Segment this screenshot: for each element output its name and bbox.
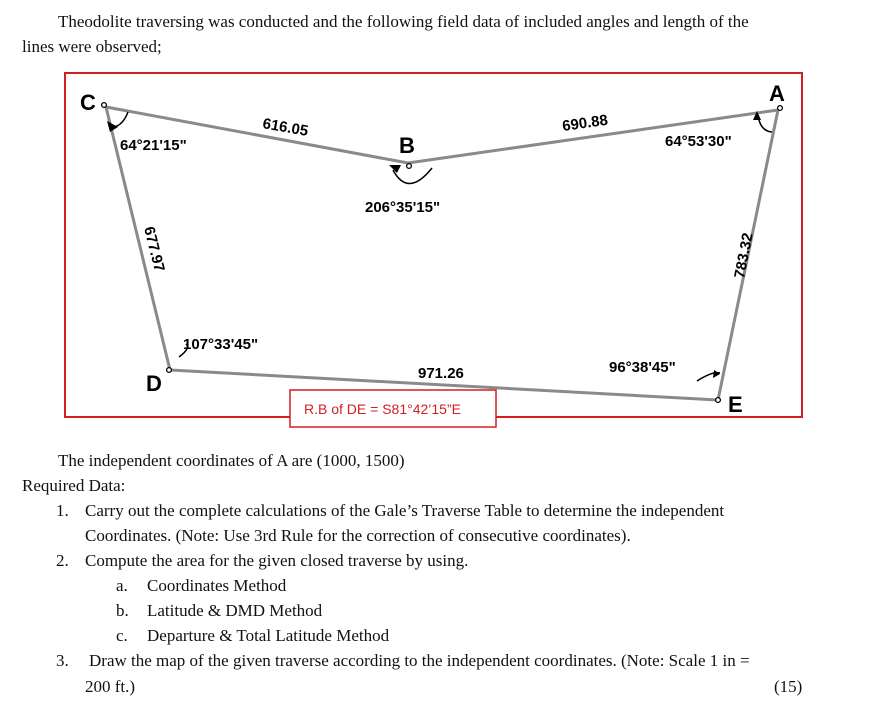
q2-line-1: Compute the area for the given closed traverse by using.	[85, 551, 469, 570]
required-heading: Required Data:	[22, 476, 126, 495]
station-a-point	[778, 106, 783, 111]
angle-c-label: 64°21'15"	[120, 137, 187, 154]
q2c-text: Departure & Total Latitude Method	[147, 626, 390, 645]
bearing-box-text: R.B of DE = S81°42’15”E	[304, 401, 461, 417]
angle-d-label: 107°33'45"	[183, 336, 259, 353]
arrow-head-b	[389, 165, 401, 173]
station-d-point	[167, 368, 172, 373]
q3-marks: (15)	[774, 677, 803, 696]
station-e-label: E	[728, 392, 743, 417]
station-c-point	[102, 103, 107, 108]
line-cb	[106, 107, 408, 163]
q1-number: 1.	[56, 501, 69, 520]
angle-a-label: 64°53'30"	[665, 133, 732, 150]
station-a-label: A	[769, 81, 785, 106]
station-c-label: C	[80, 90, 96, 115]
q2a-text: Coordinates Method	[147, 576, 287, 595]
angle-arc-b	[393, 168, 432, 184]
q2b-text: Latitude & DMD Method	[147, 601, 323, 620]
station-d-label: D	[146, 371, 162, 396]
q3-line-1: Draw the map of the given traverse according to the independent coordinates. (Note: Scale 1 in =	[89, 651, 750, 670]
angle-arc-c	[114, 112, 128, 127]
intro-line-2: lines were observed;	[22, 37, 162, 56]
arrow-head-e	[713, 370, 720, 378]
q2-number: 2.	[56, 551, 69, 570]
coords-note: The independent coordinates of A are (1000, 1500)	[58, 451, 405, 470]
q2c-letter: c.	[116, 626, 128, 645]
length-de-label: 971.26	[418, 365, 464, 382]
q1-line-2: Coordinates. (Note: Use 3rd Rule for the correction of consecutive coordinates).	[85, 526, 631, 545]
intro-line-1: Theodolite traversing was conducted and the following field data of included angles and length of the	[58, 12, 749, 31]
angle-e-label: 96°38'45"	[609, 359, 676, 376]
q1-line-1: Carry out the complete calculations of the Gale’s Traverse Table to determine the independent	[85, 501, 725, 520]
q3-number: 3.	[56, 651, 69, 670]
length-cd-label: 677.97	[140, 224, 168, 274]
station-b-label: B	[399, 133, 415, 158]
arrow-head-c	[107, 121, 118, 132]
q2a-letter: a.	[116, 576, 128, 595]
length-cb-label: 616.05	[261, 115, 310, 140]
q3-line-2: 200 ft.)	[85, 677, 136, 696]
q2b-letter: b.	[116, 601, 129, 620]
angle-b-label: 206°35'15"	[365, 199, 441, 216]
length-ba-label: 690.88	[561, 111, 610, 135]
angle-arc-a	[758, 115, 772, 132]
station-b-point	[407, 164, 412, 169]
station-e-point	[716, 398, 721, 403]
length-ae-label: 783.32	[731, 231, 757, 280]
